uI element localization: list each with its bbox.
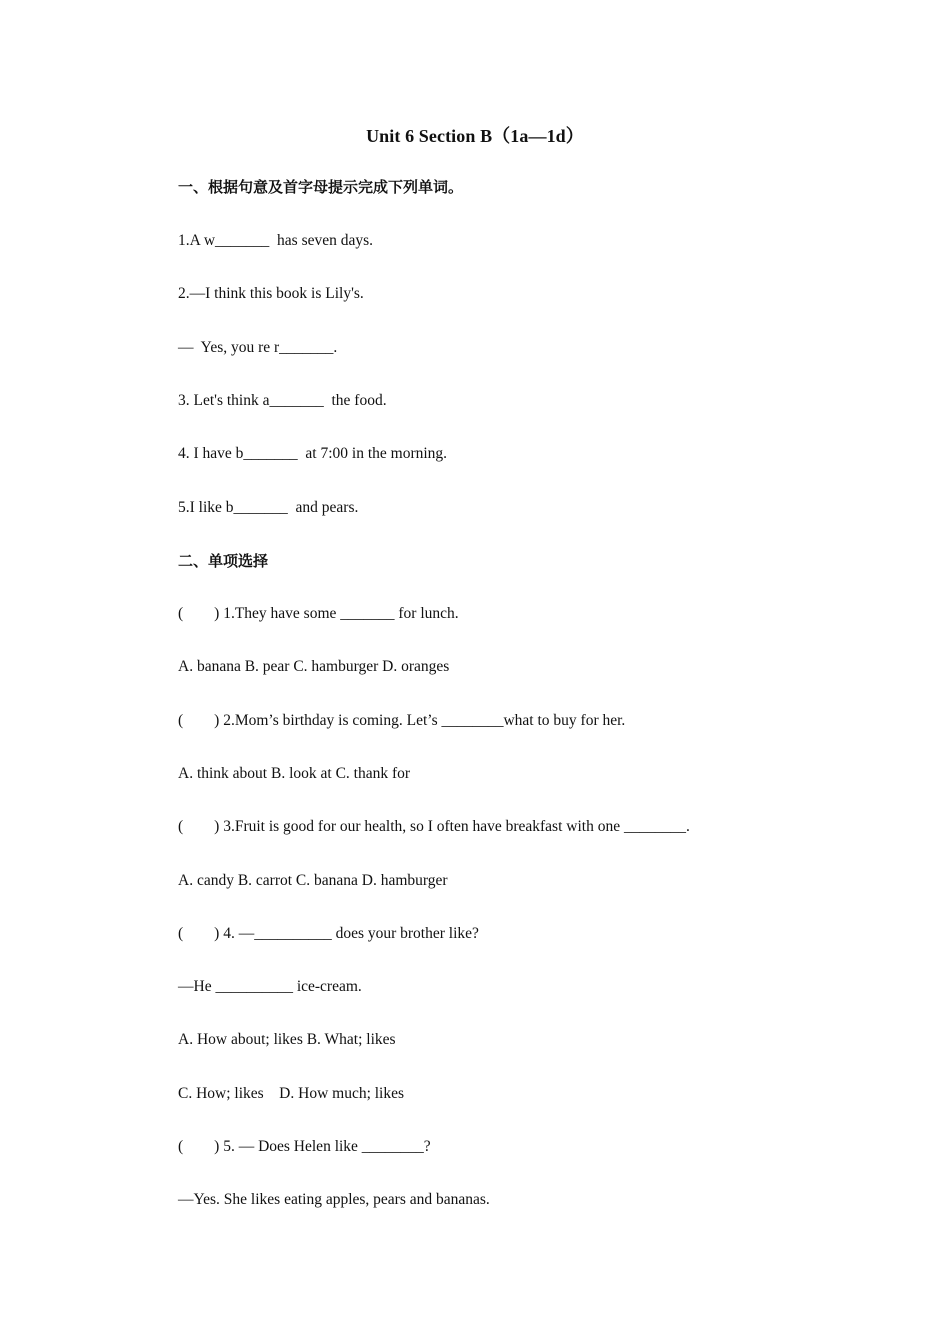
fill-in-question-1: 1.A w_______ has seven days. xyxy=(178,232,374,249)
fill-in-question-2: 2.—I think this book is Lily's. xyxy=(178,285,364,302)
choice-options-2: A. think about B. look at C. thank for xyxy=(178,765,411,782)
choice-question-2: ( ) 2.Mom’s birthday is coming. Let’s ________what to buy for her. xyxy=(178,712,626,729)
section-1-heading: 一、根据句意及首字母提示完成下列单词。 xyxy=(178,178,464,196)
choice-options-4a: A. How about; likes B. What; likes xyxy=(178,1031,396,1048)
choice-question-5: ( ) 5. — Does Helen like ________? xyxy=(178,1138,431,1155)
choice-options-3: A. candy B. carrot C. banana D. hamburger xyxy=(178,872,448,889)
fill-in-question-3: 3. Let's think a_______ the food. xyxy=(178,392,387,409)
choice-question-1: ( ) 1.They have some _______ for lunch. xyxy=(178,605,459,622)
fill-in-question-5: 5.I like b_______ and pears. xyxy=(178,499,359,516)
choice-question-4: ( ) 4. —__________ does your brother like? xyxy=(178,925,479,942)
fill-in-question-2-reply: — Yes, you re r_______. xyxy=(178,339,338,356)
fill-in-question-4: 4. I have b_______ at 7:00 in the morning. xyxy=(178,445,448,462)
choice-options-1: A. banana B. pear C. hamburger D. oranges xyxy=(178,658,450,675)
choice-question-4-reply: —He __________ ice-cream. xyxy=(178,978,362,995)
choice-options-4b: C. How; likes D. How much; likes xyxy=(178,1085,405,1102)
choice-question-5-reply: —Yes. She likes eating apples, pears and bananas. xyxy=(178,1191,490,1208)
worksheet-title: Unit 6 Section B（1a—1d） xyxy=(366,126,584,146)
choice-question-3: ( ) 3.Fruit is good for our health, so I often have breakfast with one ________. xyxy=(178,818,690,835)
section-2-heading: 二、单项选择 xyxy=(178,552,269,570)
